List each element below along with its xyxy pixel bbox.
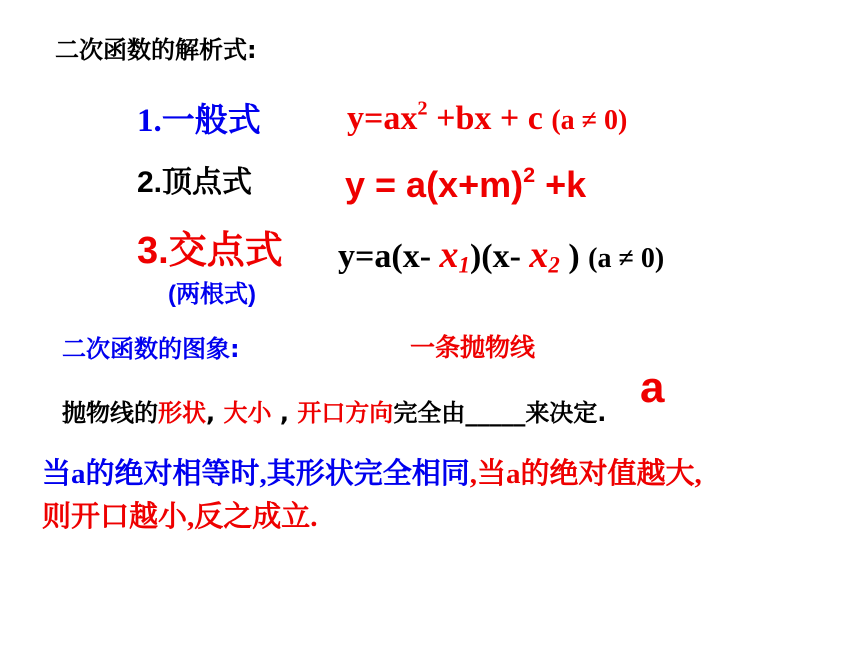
analytic-forms-heading: 二次函数的解析式: (55, 36, 257, 64)
shape-sentence (62, 401, 606, 425)
intercept-form-x2 (529, 234, 559, 276)
vertex-form-label: 2.顶点式 (137, 166, 253, 199)
sentence-part2: 完全由 (393, 399, 466, 427)
general-form-mid: +bx + c (427, 100, 552, 137)
general-form-formula (347, 97, 628, 137)
sentence-direction: 开口方向 (297, 399, 394, 427)
conclusion-line-1-red: ,当a的绝对值越大, (469, 458, 702, 490)
sentence-blank: _____ (465, 399, 526, 427)
general-form-label (137, 103, 261, 138)
intercept-form-condition: (a ≠ 0) (588, 243, 665, 274)
vertex-form-prefix: y = a(x+m) (345, 164, 524, 205)
intercept-form-part-c: ) (559, 238, 589, 275)
intercept-form-x2-var: x (529, 234, 549, 276)
vertex-form-formula (345, 161, 587, 205)
conclusion-line-1 (42, 460, 702, 489)
general-form-prefix: y=ax (347, 100, 418, 137)
conclusion-line-2: 则开口越小,反之成立. (42, 501, 318, 533)
intercept-form-note: (两根式) (168, 281, 256, 308)
intercept-form-x1 (440, 234, 470, 276)
general-form-exponent: 2 (417, 97, 428, 120)
vertex-form-suffix: +k (535, 164, 587, 205)
sentence-sep2: , (271, 399, 298, 427)
intercept-form-x1-sub: 1 (458, 252, 470, 278)
sentence-size: 大小 (223, 399, 272, 427)
blank-answer: a (640, 363, 665, 412)
intercept-form-label: 3.交点式 (137, 230, 283, 272)
sentence-shape: 形状 (158, 399, 206, 427)
sentence-sep1: , (206, 399, 224, 427)
graph-heading: 二次函数的图象: (62, 335, 240, 363)
intercept-form-part-b: )(x- (469, 238, 530, 275)
intercept-form-x2-sub: 2 (548, 252, 560, 278)
conclusion-line-1-blue: 当a的绝对相等时,其形状完全相同 (42, 458, 470, 490)
intercept-form-formula (338, 234, 665, 278)
graph-answer: 一条抛物线 (410, 333, 536, 362)
intercept-form-x1-var: x (439, 234, 459, 276)
general-form-condition: (a ≠ 0) (551, 105, 628, 136)
sentence-part1: 抛物线的 (62, 399, 158, 427)
intercept-form-part-a: y=a(x- (338, 238, 440, 275)
general-form-label-text: 1.一般式 (137, 103, 261, 139)
sentence-part3: 来决定. (525, 399, 607, 427)
vertex-form-exponent: 2 (523, 161, 536, 187)
